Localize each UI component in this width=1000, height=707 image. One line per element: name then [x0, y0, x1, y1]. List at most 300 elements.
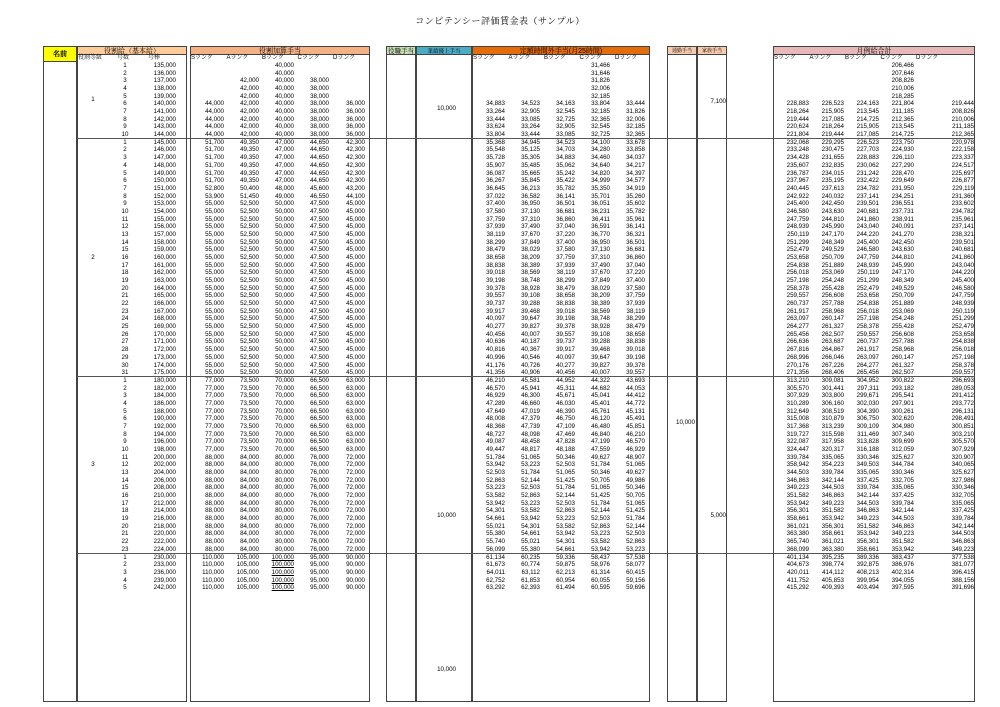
- table-cell: 84,000: [240, 476, 259, 484]
- table-cell: 95,000: [310, 553, 329, 561]
- table-cell: 38,838: [486, 261, 505, 269]
- table-cell: 37,670: [591, 269, 610, 277]
- grade-number: 10: [121, 207, 129, 215]
- table-cell: 256,018: [951, 346, 974, 354]
- table-cell: 49,350: [240, 138, 259, 146]
- table-cell: 260,737: [786, 300, 809, 308]
- table-cell: 34,999: [591, 177, 610, 185]
- table-cell: 88,000: [205, 538, 224, 546]
- table-cell: 70,000: [275, 407, 294, 415]
- table-cell: 219,444: [951, 100, 974, 108]
- table-cell: 300,822: [891, 376, 914, 384]
- table-cell: 36,950: [591, 238, 610, 246]
- table-cell: 306,750: [856, 415, 879, 423]
- table-cell: 52,500: [240, 300, 259, 308]
- grade-number: 1: [123, 553, 127, 561]
- role-level-label: 2: [91, 253, 95, 261]
- table-cell: 42,000: [240, 100, 259, 108]
- table-cell: 80,000: [275, 545, 294, 553]
- table-cell: 252,479: [786, 246, 809, 254]
- table-cell: 84,000: [240, 507, 259, 515]
- table-cell: 246,580: [951, 284, 974, 292]
- table-cell: 224,163: [856, 100, 879, 108]
- table-cell: 40,996: [486, 353, 505, 361]
- table-cell: 35,602: [626, 200, 645, 208]
- table-cell: 38,569: [521, 269, 540, 277]
- table-cell: 312,649: [786, 407, 809, 415]
- table-cell: 51,450: [240, 192, 259, 200]
- table-cell: 227,703: [856, 146, 879, 154]
- table-cell: 63,000: [346, 415, 365, 423]
- table-cell: 153,000: [153, 200, 176, 208]
- header-position-allowance: 役職手当: [388, 48, 414, 55]
- table-cell: 47,500: [310, 269, 329, 277]
- table-cell: 38,000: [310, 100, 329, 108]
- table-cell: 37,130: [591, 246, 610, 254]
- table-cell: 300,851: [951, 422, 974, 430]
- table-cell: 53,223: [486, 484, 505, 492]
- table-cell: 53,223: [521, 499, 540, 507]
- table-cell: 52,800: [205, 184, 224, 192]
- table-cell: 46,210: [486, 376, 505, 384]
- table-cell: 88,000: [205, 522, 224, 530]
- grade-number: 13: [121, 230, 129, 238]
- table-cell: 220,000: [153, 530, 176, 538]
- table-cell: 268,406: [821, 369, 844, 377]
- table-cell: 399,954: [856, 576, 879, 584]
- table-cell: 34,100: [591, 138, 610, 146]
- table-cell: 312,059: [891, 446, 914, 453]
- table-cell: 251,299: [786, 238, 809, 246]
- grade-number: 3: [123, 568, 127, 576]
- table-cell: 45,000: [346, 284, 365, 292]
- table-cell: 39,018: [556, 307, 575, 315]
- table-cell: 234,782: [951, 207, 974, 215]
- table-cell: 53,942: [556, 530, 575, 538]
- table-cell: 257,198: [951, 353, 974, 361]
- table-cell: 37,220: [556, 230, 575, 238]
- table-cell: 90,000: [346, 584, 365, 592]
- table-cell: 38,000: [310, 92, 329, 100]
- table-cell: 76,000: [310, 499, 329, 507]
- table-cell: 100,000: [271, 568, 294, 576]
- table-cell: 39,288: [521, 300, 540, 308]
- table-cell: 44,650: [310, 161, 329, 169]
- col-block-name: [43, 62, 77, 702]
- table-cell: 40,546: [521, 353, 540, 361]
- table-cell: 289,053: [951, 384, 974, 392]
- table-cell: 258,968: [821, 307, 844, 315]
- table-cell: 32,365: [626, 131, 645, 139]
- table-cell: 51,700: [205, 138, 224, 146]
- table-cell: 346,863: [821, 492, 844, 500]
- table-cell: 80,000: [275, 461, 294, 469]
- table-cell: 211,185: [892, 108, 914, 116]
- table-cell: 44,650: [310, 169, 329, 177]
- rank-header: Aランク: [809, 55, 832, 61]
- table-cell: 169,000: [153, 323, 176, 331]
- table-cell: 33,085: [556, 131, 575, 139]
- table-cell: 310,289: [786, 399, 809, 407]
- table-cell: 305,570: [951, 438, 974, 446]
- grade-number: 4: [123, 161, 127, 169]
- table-cell: 52,863: [591, 522, 610, 530]
- table-cell: 349,223: [891, 530, 914, 538]
- table-cell: 84,000: [240, 515, 259, 523]
- table-cell: 253,658: [786, 254, 809, 261]
- table-cell: 35,305: [521, 154, 540, 162]
- table-cell: 45,000: [346, 277, 365, 285]
- table-cell: 344,503: [951, 530, 974, 538]
- table-cell: 36,213: [521, 184, 540, 192]
- table-cell: 35,548: [486, 146, 505, 154]
- table-cell: 405,853: [821, 576, 844, 584]
- table-cell: 55,000: [205, 369, 224, 377]
- table-cell: 77,000: [205, 384, 224, 392]
- table-cell: 47,500: [310, 254, 329, 261]
- table-cell: 88,000: [205, 484, 224, 492]
- table-cell: 160,000: [153, 254, 176, 261]
- table-cell: 73,500: [240, 376, 259, 384]
- grade-number: 24: [121, 315, 129, 323]
- family-allowance-value: 7,100: [710, 98, 726, 105]
- table-cell: 47,500: [310, 238, 329, 246]
- table-cell: 240,091: [891, 223, 914, 231]
- table-cell: 344,503: [891, 515, 914, 523]
- table-cell: 213,545: [856, 108, 879, 116]
- table-cell: 45,000: [346, 292, 365, 300]
- table-cell: 317,958: [821, 438, 844, 446]
- table-cell: 260,147: [821, 315, 844, 323]
- grade-number: 12: [121, 223, 129, 231]
- table-cell: 253,069: [891, 307, 914, 315]
- table-cell: 77,000: [205, 415, 224, 423]
- table-cell: 40,000: [275, 123, 294, 131]
- table-cell: 39,378: [486, 284, 505, 292]
- grade-number: 4: [123, 85, 127, 93]
- table-cell: 42,000: [240, 85, 259, 93]
- table-cell: 250,709: [821, 254, 844, 261]
- table-cell: 349,223: [856, 515, 879, 523]
- table-cell: 66,500: [310, 430, 329, 438]
- table-cell: 49,350: [240, 177, 259, 185]
- grade-number: 5: [123, 169, 127, 177]
- table-cell: 47,500: [310, 215, 329, 223]
- table-cell: 149,000: [153, 169, 176, 177]
- table-cell: 47,500: [310, 277, 329, 285]
- table-cell: 229,119: [952, 184, 974, 192]
- table-cell: 95,000: [310, 576, 329, 584]
- col-block-promotion: [416, 55, 472, 702]
- table-cell: 210,000: [153, 492, 176, 500]
- grade-number: 14: [121, 238, 129, 246]
- table-cell: 51,065: [626, 499, 645, 507]
- table-cell: 212,000: [153, 499, 176, 507]
- table-cell: 62,752: [486, 576, 505, 584]
- table-cell: 192,000: [153, 422, 176, 430]
- table-cell: 165,000: [153, 292, 176, 300]
- table-cell: 353,942: [856, 530, 879, 538]
- table-cell: 73,500: [240, 399, 259, 407]
- table-cell: 215,905: [821, 108, 844, 116]
- table-cell: 51,784: [591, 461, 610, 469]
- table-cell: 250,709: [891, 292, 914, 300]
- table-cell: 155,000: [153, 215, 176, 223]
- table-cell: 298,491: [951, 415, 974, 423]
- table-cell: 144,000: [153, 131, 176, 139]
- table-cell: 37,939: [626, 300, 645, 308]
- table-cell: 46,480: [591, 422, 610, 430]
- table-cell: 55,000: [205, 315, 224, 323]
- table-cell: 63,112: [521, 568, 540, 576]
- table-cell: 42,300: [346, 161, 365, 169]
- table-cell: 51,784: [521, 469, 540, 477]
- table-cell: 43,693: [626, 376, 645, 384]
- header-name: 名前: [43, 46, 77, 62]
- grade-number: 2: [123, 69, 127, 77]
- table-cell: 36,321: [626, 230, 645, 238]
- table-cell: 354,223: [821, 461, 844, 469]
- table-cell: 32,545: [591, 123, 610, 131]
- grade-number: 26: [121, 330, 129, 338]
- table-cell: 45,000: [346, 230, 365, 238]
- table-cell: 52,503: [486, 469, 505, 477]
- table-cell: 39,198: [626, 353, 645, 361]
- table-cell: 235,961: [951, 215, 974, 223]
- table-cell: 51,784: [626, 515, 645, 523]
- table-cell: 46,840: [591, 430, 610, 438]
- table-cell: 52,500: [240, 254, 259, 261]
- table-cell: 76,000: [310, 515, 329, 523]
- table-cell: 33,264: [486, 108, 505, 116]
- table-cell: 257,198: [786, 277, 809, 285]
- rank-header: Sランク: [473, 55, 495, 61]
- table-cell: 381,077: [951, 561, 974, 569]
- table-cell: 335,065: [891, 484, 914, 492]
- table-cell: 248,349: [891, 277, 914, 285]
- table-cell: 238,321: [951, 230, 974, 238]
- table-cell: 51,700: [205, 161, 224, 169]
- table-cell: 258,968: [891, 346, 914, 354]
- grade-number: 25: [121, 323, 129, 331]
- table-cell: 77,000: [205, 438, 224, 446]
- table-cell: 167,000: [153, 307, 176, 315]
- table-cell: 110,000: [202, 561, 224, 569]
- table-cell: 152,000: [153, 192, 176, 200]
- table-cell: 247,170: [821, 230, 844, 238]
- table-cell: 243,040: [951, 261, 974, 269]
- table-cell: 332,705: [951, 492, 974, 500]
- table-cell: 245,990: [821, 223, 844, 231]
- table-cell: 218,264: [786, 108, 809, 116]
- position-allowance-value: 10,000: [437, 105, 456, 112]
- table-cell: 47,649: [486, 407, 505, 415]
- grade-number: 6: [123, 415, 127, 423]
- table-cell: 44,000: [205, 108, 224, 116]
- table-cell: 337,425: [951, 507, 974, 515]
- table-cell: 40,456: [486, 330, 505, 338]
- table-cell: 48,008: [486, 415, 505, 423]
- table-cell: 47,019: [521, 407, 540, 415]
- table-cell: 210,006: [891, 85, 914, 93]
- table-cell: 241,860: [856, 215, 879, 223]
- table-cell: 163,000: [153, 277, 176, 285]
- table-cell: 80,000: [275, 484, 294, 492]
- table-cell: 322,087: [786, 438, 809, 446]
- table-cell: 32,905: [556, 123, 575, 131]
- table-cell: 35,845: [521, 177, 540, 185]
- table-cell: 50,000: [275, 277, 294, 285]
- table-cell: 55,380: [521, 545, 540, 553]
- table-cell: 254,838: [951, 338, 974, 346]
- table-cell: 51,065: [521, 453, 540, 461]
- table-cell: 40,097: [556, 353, 575, 361]
- table-cell: 34,163: [556, 100, 575, 108]
- table-cell: 105,000: [236, 553, 259, 561]
- table-cell: 223,337: [951, 154, 974, 162]
- table-cell: 33,085: [521, 115, 540, 123]
- table-cell: 215,905: [856, 123, 879, 131]
- table-cell: 344,503: [786, 469, 809, 477]
- table-cell: 258,378: [856, 323, 879, 331]
- table-cell: 147,000: [153, 154, 176, 162]
- table-cell: 52,503: [521, 484, 540, 492]
- table-cell: 377,538: [951, 553, 974, 561]
- table-cell: 45,671: [556, 392, 575, 400]
- table-cell: 244,220: [856, 230, 879, 238]
- table-cell: 45,000: [346, 238, 365, 246]
- table-cell: 51,700: [205, 177, 224, 185]
- table-cell: 267,816: [786, 346, 809, 354]
- table-cell: 51,784: [486, 453, 505, 461]
- table-cell: 38,838: [556, 300, 575, 308]
- table-cell: 135,000: [153, 62, 176, 69]
- grade-number: 21: [121, 292, 129, 300]
- table-cell: 206,000: [153, 476, 176, 484]
- table-cell: 48,188: [556, 446, 575, 453]
- table-cell: 63,000: [346, 399, 365, 407]
- table-cell: 257,198: [856, 315, 879, 323]
- table-cell: 35,485: [521, 161, 540, 169]
- table-cell: 72,000: [346, 476, 365, 484]
- table-cell: 38,748: [591, 315, 610, 323]
- table-cell: 63,000: [346, 392, 365, 400]
- table-cell: 40,007: [521, 330, 540, 338]
- table-cell: 250,119: [952, 307, 974, 315]
- table-cell: 40,906: [521, 369, 540, 377]
- table-cell: 55,000: [205, 215, 224, 223]
- table-cell: 50,000: [275, 330, 294, 338]
- table-cell: 62,213: [556, 568, 575, 576]
- grade-number: 3: [123, 154, 127, 162]
- table-cell: 52,500: [240, 284, 259, 292]
- table-cell: 37,939: [486, 223, 505, 231]
- table-cell: 80,000: [275, 530, 294, 538]
- table-cell: 42,000: [240, 77, 259, 85]
- table-cell: 100,000: [271, 553, 294, 561]
- table-cell: 39,827: [521, 323, 540, 331]
- table-cell: 76,000: [310, 476, 329, 484]
- table-cell: 394,055: [891, 576, 914, 584]
- table-cell: 389,336: [856, 553, 879, 561]
- table-cell: 47,199: [591, 438, 610, 446]
- table-cell: 309,699: [891, 438, 914, 446]
- table-cell: 353,942: [786, 499, 809, 507]
- table-cell: 168,000: [153, 315, 176, 323]
- table-cell: 53,582: [556, 522, 575, 530]
- grade-number: 1: [123, 138, 127, 146]
- table-cell: 35,728: [486, 154, 505, 162]
- table-cell: 77,000: [205, 376, 224, 384]
- table-cell: 256,608: [821, 292, 844, 300]
- table-cell: 52,863: [521, 492, 540, 500]
- table-cell: 44,000: [205, 131, 224, 139]
- table-cell: 88,000: [205, 453, 224, 461]
- table-cell: 218,264: [821, 123, 844, 131]
- table-cell: 88,000: [205, 515, 224, 523]
- table-cell: 32,185: [591, 108, 610, 116]
- table-cell: 52,503: [556, 499, 575, 507]
- table-cell: 40,816: [486, 346, 505, 354]
- table-cell: 247,759: [951, 292, 974, 300]
- table-cell: 61,673: [486, 561, 505, 569]
- table-cell: 49,350: [240, 161, 259, 169]
- table-cell: 251,889: [891, 300, 914, 308]
- table-cell: 172,000: [153, 346, 176, 354]
- table-cell: 233,602: [951, 200, 974, 208]
- table-cell: 55,000: [205, 238, 224, 246]
- table-cell: 38,299: [626, 315, 645, 323]
- table-cell: 44,650: [310, 146, 329, 154]
- table-cell: 37,849: [591, 277, 610, 285]
- table-cell: 36,501: [626, 238, 645, 246]
- table-cell: 330,346: [891, 469, 914, 477]
- table-cell: 39,288: [591, 338, 610, 346]
- table-cell: 52,500: [240, 238, 259, 246]
- grade-number: 7: [123, 422, 127, 430]
- table-cell: 47,500: [310, 369, 329, 377]
- table-cell: 231,655: [821, 154, 844, 162]
- table-cell: 38,209: [521, 254, 540, 261]
- table-cell: 44,650: [310, 154, 329, 162]
- table-cell: 256,018: [786, 269, 809, 277]
- table-cell: 297,901: [891, 399, 914, 407]
- table-cell: 44,772: [626, 399, 645, 407]
- table-cell: 45,000: [346, 254, 365, 261]
- table-cell: 226,877: [951, 177, 974, 185]
- table-cell: 95,000: [310, 568, 329, 576]
- table-cell: 38,658: [626, 330, 645, 338]
- table-cell: 88,000: [205, 461, 224, 469]
- table-cell: 241,270: [891, 230, 914, 238]
- table-cell: 77,000: [205, 392, 224, 400]
- header-role-level: 役割等級: [78, 55, 103, 61]
- table-cell: 37,310: [591, 254, 610, 261]
- table-cell: 255,428: [821, 284, 844, 292]
- table-cell: 33,264: [521, 123, 540, 131]
- table-cell: 49,350: [240, 154, 259, 162]
- table-cell: 39,108: [591, 330, 610, 338]
- table-cell: 53,582: [521, 507, 540, 515]
- grade-number: 17: [121, 499, 129, 507]
- table-cell: 110,000: [202, 584, 224, 592]
- table-cell: 38,000: [310, 115, 329, 123]
- table-cell: 143,000: [153, 123, 176, 131]
- table-cell: 52,500: [240, 207, 259, 215]
- table-cell: 342,144: [856, 492, 879, 500]
- table-cell: 31,826: [591, 77, 610, 85]
- table-cell: 80,000: [275, 507, 294, 515]
